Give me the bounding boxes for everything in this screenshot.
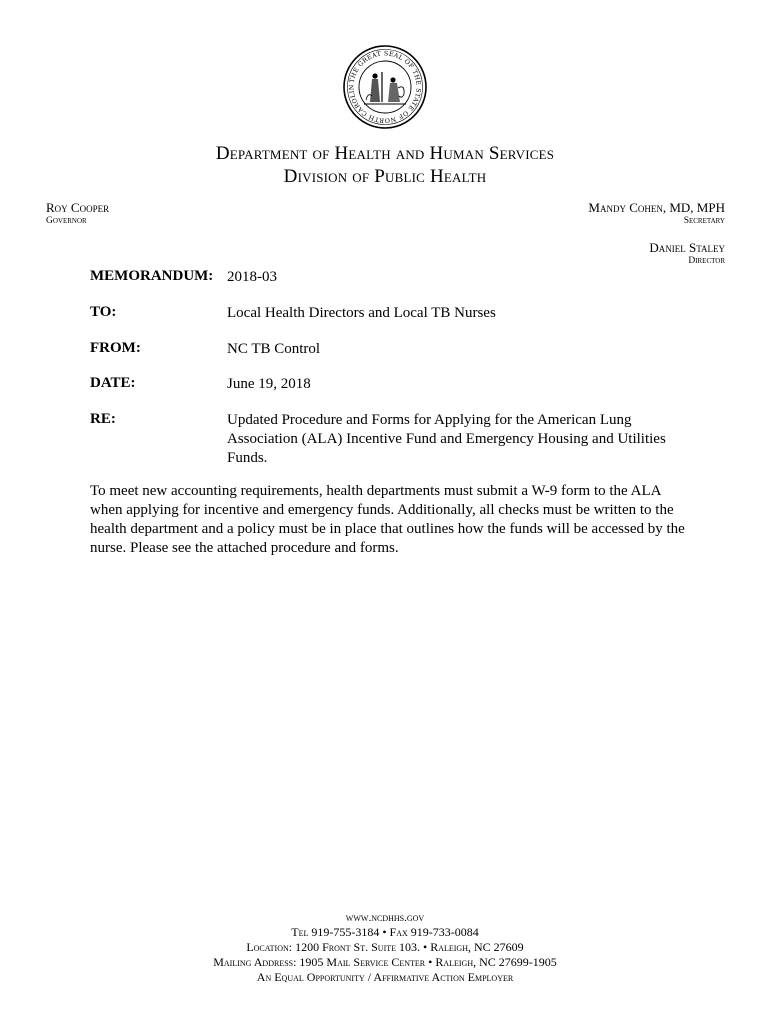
director-title: Director	[688, 256, 725, 266]
footer-location: Location: 1200 Front St. Suite 103. • Raleigh, NC 27609	[246, 940, 524, 954]
department-heading: Department of Health and Human Services	[215, 143, 555, 164]
memo-number-value: 2018-03	[227, 269, 277, 285]
svg-text:THE GREAT SEAL OF THE STATE OF: THE GREAT SEAL OF THE STATE OF NORTH CAROLIN	[348, 50, 422, 124]
governor-title: Governor	[46, 216, 87, 226]
footer-eeo-statement: An Equal Opportunity / Affirmative Action Employer	[256, 970, 514, 984]
memo-body-paragraph: To meet new accounting requirements, health departments must submit a W-9 form to the ALA when applying for incentive and emergency funds. Additionally, all checks must be written to the health department and a policy must be in place that outlines how the funds will be accessed by the nurse. Please see the attached procedure and forms.	[90, 483, 685, 556]
director-name: Daniel Staley	[649, 240, 725, 255]
memo-date-value: June 19, 2018	[227, 376, 311, 392]
memo-re-label: RE:	[90, 411, 116, 427]
footer-mailing-address: Mailing Address: 1905 Mail Service Center • Raleigh, NC 27699-1905	[213, 955, 557, 969]
memo-to-value: Local Health Directors and Local TB Nurses	[227, 305, 496, 321]
state-seal-icon	[342, 44, 428, 130]
governor-name: Roy Cooper	[46, 200, 110, 215]
secretary-title: Secretary	[683, 216, 725, 226]
memo-re-value: Updated Procedure and Forms for Applying for the American Lung Association (ALA) Incentive Fund and Emergency Housing and Utilities Funds.	[227, 412, 666, 466]
memo-from-value: NC TB Control	[227, 341, 321, 357]
memo-to-label: TO:	[90, 304, 117, 320]
memo-date-label: DATE:	[90, 375, 136, 391]
secretary-name: Mandy Cohen, MD, MPH	[588, 200, 725, 215]
footer-website[interactable]: www.ncdhhs.gov	[345, 912, 425, 924]
memo-from-label: FROM:	[90, 340, 141, 356]
memo-number-label: MEMORANDUM:	[90, 268, 214, 284]
footer-phone-fax: Tel 919-755-3184 • Fax 919-733-0084	[291, 925, 479, 939]
division-heading: Division of Public Health	[283, 166, 487, 187]
